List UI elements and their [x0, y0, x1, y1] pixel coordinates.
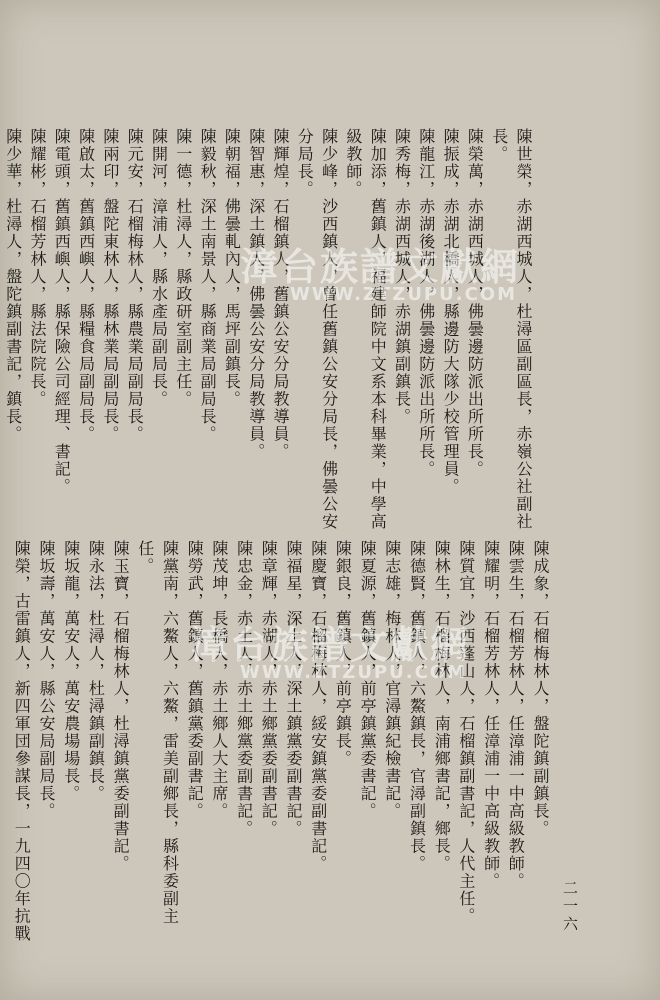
- text-column: 陳加添，舊鎮人，福建師院中文系本科畢業，中學高: [368, 128, 388, 531]
- text-column: 陳開河，漳浦人，縣水產局副局長。: [149, 128, 169, 408]
- text-column: 陳振成，赤湖北橋人，縣邊防大隊少校管理員。: [441, 128, 461, 496]
- text-column: 分局長。: [295, 128, 315, 198]
- text-column: 陳福星，深土人，深土鎮黨委副書記。: [284, 540, 303, 838]
- text-column: 陳林生，石榴梅林人，南浦鄉書記，鄉長。: [432, 540, 452, 873]
- text-column: 陳成象，石榴梅林人，盤陀鎮副鎮長。: [531, 540, 550, 838]
- text-column: 陳德賢，舊鎮人，六鰲鎮長，官潯副鎮長。: [407, 540, 427, 873]
- text-column: 陳少華，杜潯人，盤陀鎮副書記，鎮長。: [3, 128, 23, 443]
- text-column: 陳秀梅，赤湖西城人，赤湖鎮副鎮長。: [392, 128, 412, 426]
- text-column: 陳夏源，舊鎮人，前亭鎮黨委書記。: [358, 540, 378, 820]
- text-column: 陳質宜，沙西蓬山人，石榴鎮副書記，人代主任。: [456, 540, 476, 925]
- text-column: 陳志雄，梅林人，官潯鎮紀檢書記。: [382, 540, 402, 820]
- text-column: 陳龍江，赤湖後湖人，佛曇邊防派出所所長。: [416, 128, 436, 478]
- text-column: 陳一德，杜潯人，縣政研室副主任。: [173, 128, 193, 408]
- page-number: 二一六: [561, 880, 579, 934]
- text-column: 陳銀良，舊鎮人，前亭鎮長。: [333, 540, 353, 768]
- text-column: 陳茂坤，長橋人，赤土鄉人大主席。: [209, 540, 229, 820]
- text-column: 陳坂龍，萬安人，萬安農場場長。: [61, 540, 81, 803]
- text-column: 陳永法，杜潯人，杜潯鎮副鎮長。: [86, 540, 106, 803]
- text-column: 陳玉寶，石榴梅林人，杜潯鎮黨委副書記。: [111, 540, 131, 873]
- text-column: 陳雲生，石榴芳林人，任漳浦一中高級教師。: [506, 540, 526, 890]
- text-column: 陳耀彬，石榴芳林人，縣法院院長。: [28, 128, 47, 408]
- text-column: 陳輝煌，石榴鎮人，舊鎮公安分局教導員。: [271, 128, 290, 461]
- text-column: 陳啟太，舊鎮西嶼人，縣糧食局副局長。: [76, 128, 96, 443]
- watermark-upper-text: 漳台族譜文獻網: [240, 245, 521, 289]
- text-column: 陳毅秋，深土南景人，縣商業局副局長。: [198, 128, 218, 443]
- text-column: 陳世榮，赤湖西城人，杜潯區副區長，赤嶺公社副社: [514, 128, 533, 531]
- watermark-lower-text: 漳台族譜文獻網: [190, 623, 471, 667]
- text-column: 陳忠金，赤土人，赤土鄉黨委副書記。: [234, 540, 254, 838]
- text-column: 陳兩印，盤陀東林人，縣林業局副局長。: [100, 128, 120, 443]
- text-column: 陳智惠，深土鎮人，佛曇公安分局教導員。: [246, 128, 266, 461]
- text-column: 陳少峰，沙西鎮人，曾任舊鎮公安分局長，佛曇公安: [319, 128, 339, 531]
- text-column: 長。: [489, 128, 509, 163]
- text-column: 陳坂壽，萬安人，縣公安局副局長。: [37, 540, 56, 820]
- text-column: 陳元安，石榴梅林人，縣農業局副局長。: [125, 128, 145, 443]
- text-column: 陳耀明，石榴芳林人，任漳浦一中高級教師。: [481, 540, 501, 890]
- text-column: 任。: [135, 540, 155, 575]
- text-column: 陳慶寶，石榴梅林人，綏安鎮黨委副書記。: [308, 540, 328, 873]
- text-column: 陳朝福，佛曇軋內人，馬坪副鎮長。: [222, 128, 242, 408]
- text-column: 陳榮，古雷鎮人，新四軍団參謀長，一九四〇年抗戰: [12, 540, 32, 943]
- text-column: 陳章輝，赤湖人，赤土鄉黨委副書記。: [259, 540, 279, 838]
- text-column: 陳電頭，舊鎮西嶼人，縣保險公司經理、書記。: [52, 128, 72, 496]
- text-column: 陳勞武，舊鎮人，舊鎮黨委副書記。: [185, 540, 205, 820]
- watermark-lower-url: WWW.ZTZUPU.COM: [240, 662, 468, 683]
- watermark-upper-url: WWW.ZTZUPU.COM: [290, 284, 518, 305]
- text-column: 級教師。: [343, 128, 363, 198]
- text-column: 陳黨南，六鰲人，六鰲，雷美副鄉長，縣科委副主: [160, 540, 180, 925]
- text-column: 陳榮萬，赤湖西城人，佛曇邊防派出所所長。: [465, 128, 485, 478]
